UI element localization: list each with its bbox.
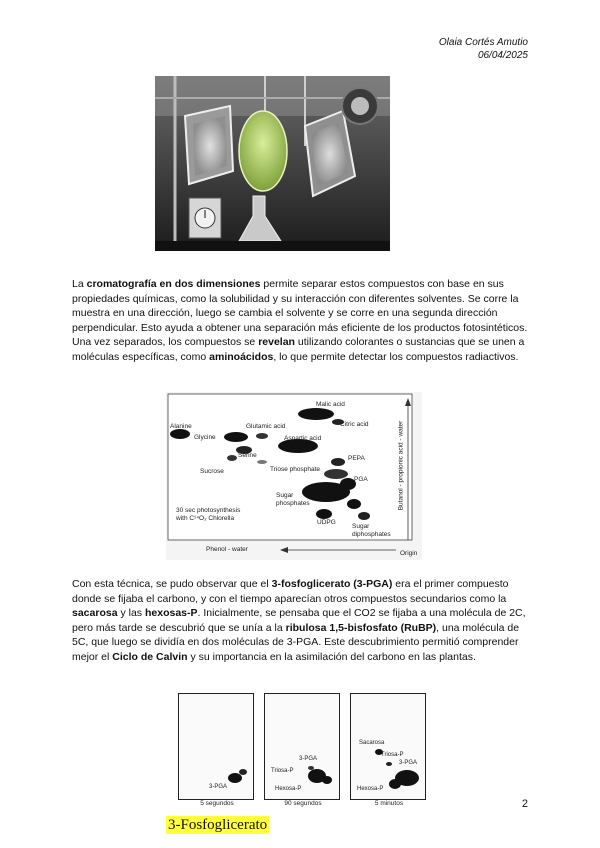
panel1-label-pga: 3-PGA	[209, 784, 228, 790]
y-axis-label: Butanol - propionic acid - water	[397, 420, 405, 511]
panel-90-seconds	[264, 693, 340, 800]
label-glutamic-acid: Glutamic acid	[246, 423, 286, 430]
author-name: Olaia Cortés Amutio	[438, 37, 528, 48]
panel2-label-triose: Triosa-P	[271, 768, 294, 774]
label-sugar-diphosphates: Sugar diphosphates	[352, 523, 391, 538]
label-citric-acid: Citric acid	[340, 421, 369, 428]
paragraph-3pga: Con esta técnica, se pudo observar que el 3-fosfoglicerato (3-PGA) era el primer compuesto donde se fijaba el carbono, y con el tiempo aparecían otros compuestos secundarios como la sacarosa y las hexosas-P. Inicialmente, se pensaba que el CO2 se fijaba a una molécula de 2C, pero más tarde se descubrió que se unía a la ribulosa 1,5-bisfosfato (RuBP), una molécula de 5C, que luego se dividía en dos moléculas de 3-PGA. Este descubrimiento permitió comprender mejor el Ciclo de Calvin y su importancia en la asimilación del carbono en las plantas.	[72, 578, 526, 663]
time-series-figure	[178, 690, 428, 810]
label-sucrose: Sucrose	[200, 468, 224, 475]
page-header	[439, 36, 528, 62]
label-alanine: Alanine	[170, 423, 192, 430]
document-date: 06/04/2025	[477, 50, 528, 61]
origin-label: Origin	[400, 550, 418, 557]
panel2-time: 90 segundos	[284, 800, 322, 807]
label-glycine: Glycine	[194, 434, 216, 441]
page-number: 2	[521, 798, 528, 810]
label-aspartic-acid: Aspartic acid	[284, 435, 322, 442]
panel3-label-triose: Triosa-P	[381, 752, 404, 758]
label-pga: PGA	[354, 476, 368, 483]
label-udpg: UDPG	[317, 519, 336, 526]
panel1-time: 5 segundos	[200, 800, 234, 807]
panel2-label-hexose: Hexosa-P	[275, 786, 302, 792]
panel3-label-sucrose: Sacarosa	[359, 740, 385, 746]
label-triose-phosphate: Triose phosphate	[270, 466, 320, 473]
panel-5-minutes	[350, 693, 426, 800]
figure-caption: 3-Fosfoglicerato	[168, 817, 268, 833]
label-serine: Serine	[238, 452, 257, 459]
x-axis-label: Phenol - water	[206, 546, 248, 553]
label-pepa: PEPA	[348, 455, 365, 462]
note-line-1: 30 sec photosynthesis	[176, 507, 241, 514]
panel3-time: 5 minutos	[374, 800, 404, 807]
panel-5-seconds	[178, 693, 254, 800]
label-malic-acid: Malic acid	[316, 401, 345, 408]
paragraph-chromatography: La cromatografía en dos dimensiones permite separar estos compuestos con base en sus propiedades químicas, como la solubilidad y su interacción con diferentes solventes. Se corre la muestra en una dirección, luego se cambia el solvente y se corre en una segunda dirección perpendicular. Esto ayuda a obtener una separación más eficiente de los productos fotosintéticos. Una vez separados, los compuestos se revelan utilizando colorantes o sustancias que se unen a moléculas específicas, como aminoácidos, lo que permite detectar los compuestos radiactivos.	[72, 278, 528, 363]
apparatus-photo	[155, 76, 390, 251]
chromatogram-figure	[166, 392, 422, 560]
panel3-label-hexose: Hexosa-P	[357, 786, 384, 792]
label-sugar-phosphates: Sugar phosphates	[276, 492, 310, 507]
note-line-2: with C¹⁴O₂ Chlorella	[176, 515, 235, 522]
panel2-label-pga: 3-PGA	[299, 756, 318, 762]
panel3-label-pga: 3-PGA	[399, 760, 418, 766]
